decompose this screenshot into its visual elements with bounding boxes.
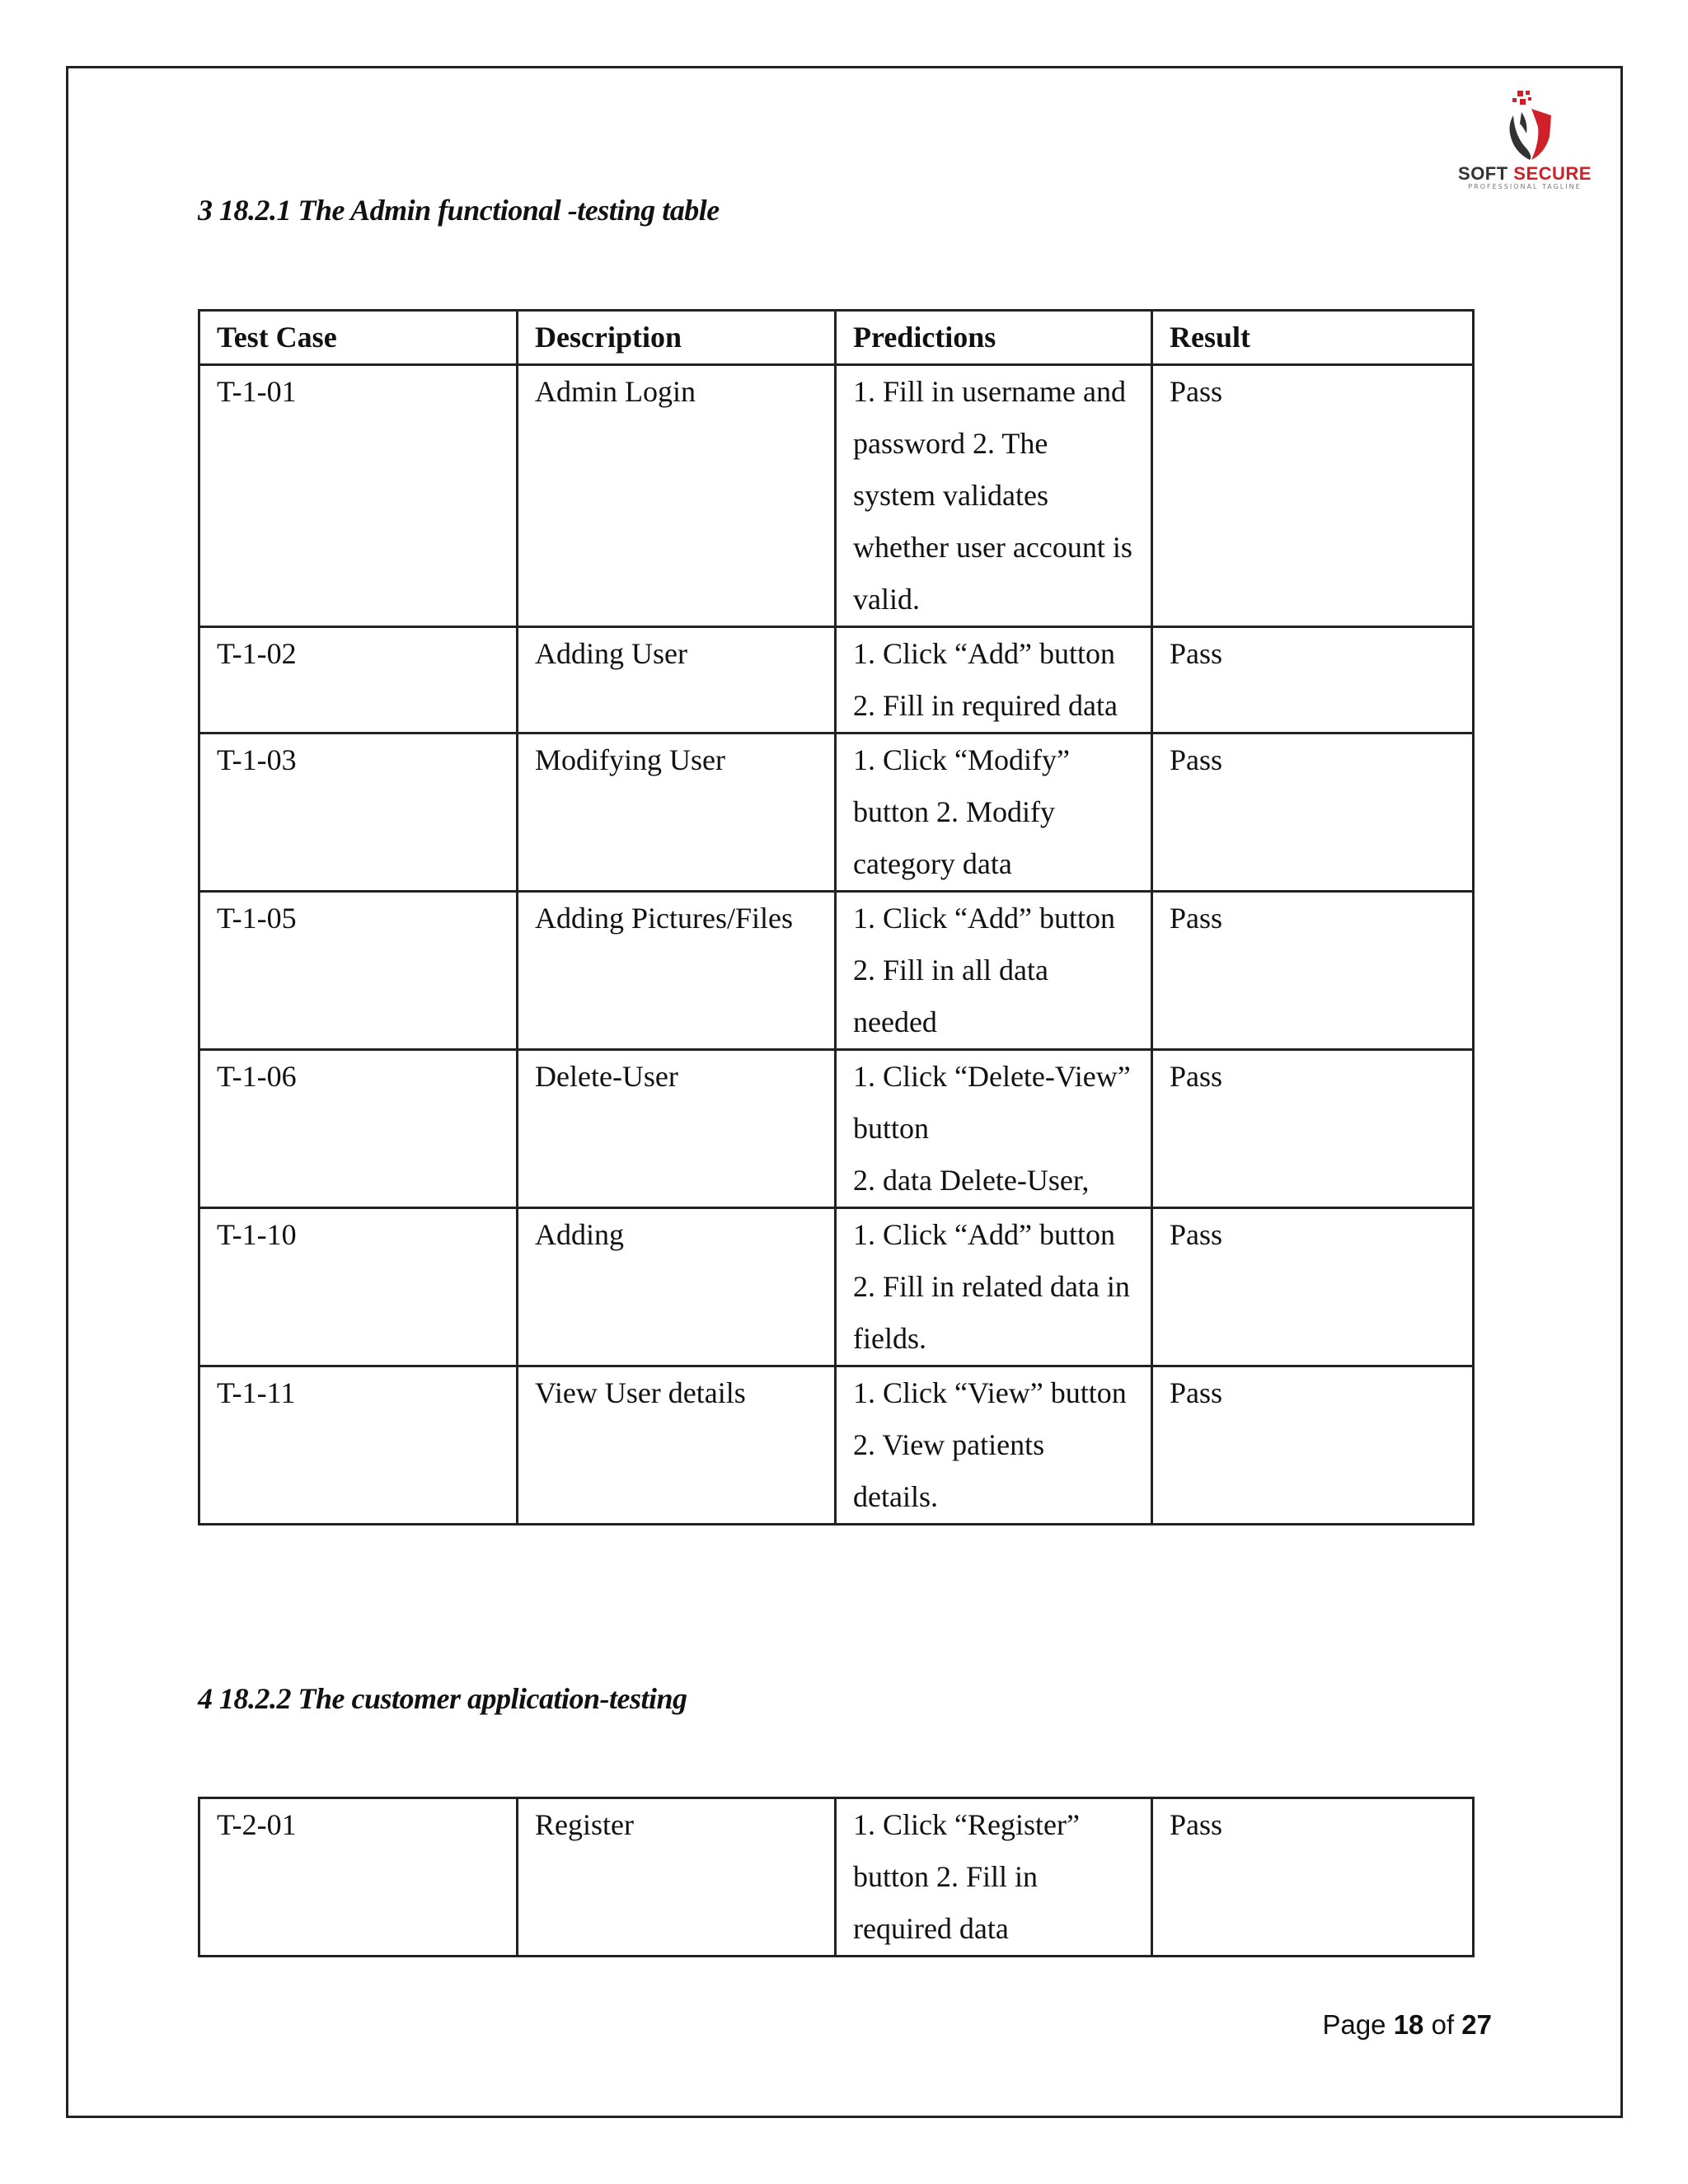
test-description: Delete-User: [518, 1050, 836, 1208]
table-row: [199, 892, 1474, 1050]
header-predictions: Predictions: [836, 311, 1152, 365]
header-test-case: Test Case: [199, 311, 518, 365]
admin-testing-table: [198, 309, 1475, 1526]
prediction-line: button: [853, 1112, 930, 1145]
prediction-line: 1. Click “Add” button: [853, 902, 1115, 935]
prediction-line: whether user account is: [853, 531, 1132, 564]
prediction-line: 2. Fill in related data in: [853, 1270, 1130, 1303]
admin-table-body: [199, 365, 1474, 1525]
test-result: Pass: [1152, 1366, 1474, 1525]
test-description: View User details: [518, 1366, 836, 1525]
test-case-id: T-1-05: [199, 892, 518, 1050]
header-result: Result: [1152, 311, 1474, 365]
prediction-line: 1. Fill in username and: [853, 375, 1126, 408]
prediction-line: button 2. Modify: [853, 795, 1056, 828]
prediction-line: system validates: [853, 479, 1048, 512]
prediction-line: button 2. Fill in: [853, 1860, 1039, 1893]
test-predictions: [836, 733, 1152, 892]
prediction-line: 2. View patients: [853, 1428, 1045, 1461]
prediction-line: 1. Click “View” button: [853, 1376, 1127, 1409]
prediction-line: 1. Click “Delete-View”: [853, 1060, 1131, 1093]
table-row: [199, 1050, 1474, 1208]
test-result: Pass: [1152, 1208, 1474, 1366]
prediction-line: required data: [853, 1912, 1009, 1945]
test-case-id: T-2-01: [199, 1798, 518, 1957]
prediction-line: 1. Click “Modify”: [853, 743, 1070, 776]
page-number: Page 18 of 27: [1322, 2009, 1492, 2040]
customer-table-body: [199, 1798, 1474, 1957]
test-description: Modifying User: [518, 733, 836, 892]
table-row: [199, 365, 1474, 627]
header-description: Description: [518, 311, 836, 365]
test-predictions: [836, 892, 1152, 1050]
table-header-row: [199, 311, 1474, 365]
test-predictions: [836, 1050, 1152, 1208]
test-result: Pass: [1152, 892, 1474, 1050]
test-description: Register: [518, 1798, 836, 1957]
table-row: [199, 1208, 1474, 1366]
test-case-id: T-1-03: [199, 733, 518, 892]
test-description: Adding Pictures/Files: [518, 892, 836, 1050]
test-predictions: [836, 1208, 1152, 1366]
prediction-line: 2. data Delete-User,: [853, 1164, 1090, 1197]
test-predictions: [836, 1366, 1152, 1525]
test-result: Pass: [1152, 733, 1474, 892]
table-row: [199, 1366, 1474, 1525]
section-heading-admin: 3 18.2.1 The Admin functional -testing table: [198, 194, 720, 227]
table-row: [199, 733, 1474, 892]
customer-testing-table: [198, 1797, 1475, 1957]
test-result: Pass: [1152, 1050, 1474, 1208]
test-description: Adding User: [518, 627, 836, 733]
prediction-line: 2. Fill in required data: [853, 689, 1118, 722]
company-logo: [1434, 87, 1615, 194]
test-predictions: [836, 365, 1152, 627]
prediction-line: password 2. The: [853, 427, 1048, 460]
prediction-line: 1. Click “Add” button: [853, 1218, 1115, 1251]
prediction-line: details.: [853, 1480, 938, 1513]
test-result: Pass: [1152, 365, 1474, 627]
test-result: Pass: [1152, 1798, 1474, 1957]
test-case-id: T-1-06: [199, 1050, 518, 1208]
prediction-line: 1. Click “Register”: [853, 1808, 1080, 1841]
test-description: Adding: [518, 1208, 836, 1366]
prediction-line: fields.: [853, 1322, 926, 1355]
test-description: Admin Login: [518, 365, 836, 627]
prediction-line: category data: [853, 847, 1012, 880]
test-case-id: T-1-10: [199, 1208, 518, 1366]
test-predictions: [836, 627, 1152, 733]
test-case-id: T-1-11: [199, 1366, 518, 1525]
table-row: [199, 627, 1474, 733]
test-result: Pass: [1152, 627, 1474, 733]
test-case-id: T-1-02: [199, 627, 518, 733]
prediction-line: needed: [853, 1005, 937, 1038]
section-heading-customer: 4 18.2.2 The customer application-testing: [198, 1682, 687, 1715]
prediction-line: 2. Fill in all data: [853, 954, 1048, 987]
table-row: [199, 1798, 1474, 1957]
test-predictions: [836, 1798, 1152, 1957]
prediction-line: 1. Click “Add” button: [853, 637, 1115, 670]
shield-logo-icon: [1434, 87, 1615, 163]
logo-tagline: PROFESSIONAL TAGLINE: [1468, 183, 1582, 190]
test-case-id: T-1-01: [199, 365, 518, 627]
logo-name: SOFT SECURE: [1458, 163, 1592, 184]
prediction-line: valid.: [853, 583, 920, 616]
